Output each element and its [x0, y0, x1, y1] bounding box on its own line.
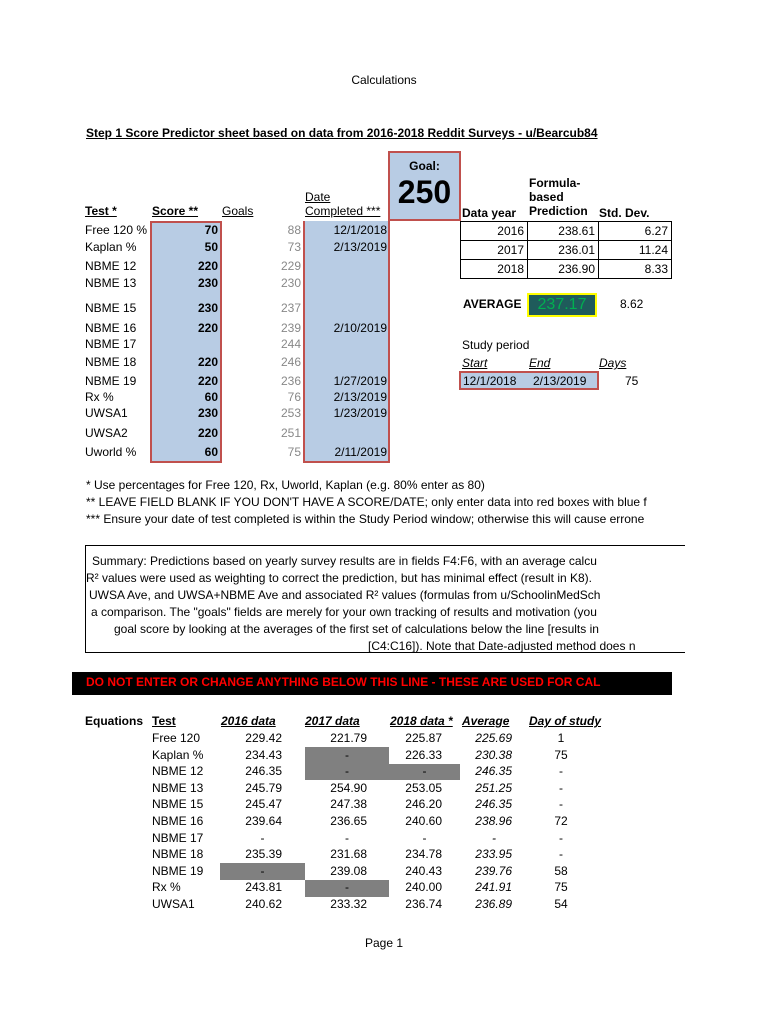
eq-cell-d2017: 231.68: [330, 847, 367, 862]
row-goal-value: 88: [287, 223, 301, 237]
goal-label: Goal:: [409, 159, 440, 173]
warning-text: DO NOT ENTER OR CHANGE ANYTHING BELOW THIS LINE - THESE ARE USED FOR CAL: [86, 675, 601, 689]
eq-2016-header: 2016 data: [221, 714, 276, 728]
row-goal-value: 76: [287, 390, 301, 404]
eq-cell-avg: 246.35: [475, 764, 512, 779]
row-date-value[interactable]: 1/23/2019: [333, 406, 387, 420]
row-score-value[interactable]: 230: [197, 276, 218, 290]
row-score-value[interactable]: 50: [204, 240, 218, 254]
row-goal-value: 230: [280, 276, 301, 290]
summary-line-1: Summary: Predictions based on yearly survey results are in fields F4:F6, with an average calcu: [92, 554, 597, 568]
eq-cell-day: 1: [557, 731, 565, 745]
row-score-value[interactable]: 220: [197, 426, 218, 440]
eq-cell-d2018: -: [422, 830, 427, 845]
row-test-label: NBME 12: [85, 259, 137, 273]
eq-cell-d2016: 229.42: [245, 731, 282, 745]
row-date-value[interactable]: 2/11/2019: [334, 445, 387, 459]
row-test-label: UWSA1: [85, 406, 128, 420]
average-label: AVERAGE: [463, 297, 522, 311]
eq-cell-avg: 233.95: [475, 847, 512, 862]
eq-cell-d2018: 240.43: [405, 863, 442, 878]
sheet-header: Calculations: [351, 73, 417, 87]
prediction-sd: 8.33: [644, 262, 668, 276]
row-score-value[interactable]: 220: [197, 259, 218, 273]
eq-cell-d2017: 233.32: [330, 897, 367, 911]
eq-cell-test: NBME 12: [152, 764, 204, 779]
eq-cell-d2018: 225.87: [405, 731, 442, 745]
eq-cell-avg: 230.38: [475, 747, 512, 762]
eq-cell-avg: -: [492, 830, 496, 845]
warning-bar: [72, 672, 672, 694]
study-period-label: Study period: [462, 338, 530, 352]
study-end-label: End: [529, 356, 551, 370]
std-dev-header: Std. Dev.: [599, 206, 650, 220]
data-year-header: Data year: [462, 206, 517, 220]
average-sd: 8.62: [620, 297, 644, 311]
eq-cell-d2016: 235.39: [245, 847, 282, 862]
eq-cell-d2017: -: [345, 764, 349, 779]
eq-cell-avg: 241.91: [475, 880, 512, 895]
note-1: * Use percentages for Free 120, Rx, Uworld, Kaplan (e.g. 80% enter as 80): [86, 478, 485, 492]
eq-cell-day: 75: [554, 880, 568, 895]
eq-cell-d2017: -: [345, 830, 349, 845]
prediction-sd: 11.24: [638, 243, 668, 257]
row-score-value[interactable]: 70: [204, 223, 218, 237]
page-footer: Page 1: [364, 936, 404, 950]
eq-cell-avg: 239.76: [475, 863, 512, 878]
eq-cell-test: NBME 19: [152, 863, 204, 878]
eq-cell-test: NBME 18: [152, 847, 204, 862]
eq-cell-d2016: 245.79: [245, 780, 282, 795]
eq-cell-day: -: [559, 780, 563, 795]
average-value: 237.17: [537, 296, 587, 313]
row-date-value[interactable]: 1/27/2019: [333, 374, 387, 388]
eq-cell-test: Kaplan %: [152, 747, 204, 762]
row-goal-value: 237: [280, 301, 301, 315]
col-test-header: Test *: [85, 204, 117, 218]
eq-cell-test: UWSA1: [152, 897, 195, 911]
eq-cell-test: Rx %: [152, 880, 181, 895]
eq-cell-d2018: -: [422, 764, 427, 779]
prediction-year: 2016: [461, 222, 528, 240]
eq-cell-test: NBME 13: [152, 780, 204, 795]
study-start-value[interactable]: 12/1/2018: [463, 374, 517, 388]
study-end-value[interactable]: 2/13/2019: [533, 374, 587, 388]
row-test-label: Free 120 %: [85, 223, 148, 237]
col-date-header-2: Completed ***: [305, 204, 381, 218]
row-score-value[interactable]: 60: [204, 390, 218, 404]
study-start-label: Start: [462, 356, 488, 370]
summary-box: [85, 545, 685, 653]
prediction-row: [461, 222, 671, 241]
eq-cell-d2018: 246.20: [405, 797, 442, 812]
row-score-value[interactable]: 220: [197, 355, 218, 369]
average-value-box: [527, 293, 597, 317]
row-score-value[interactable]: 230: [197, 406, 218, 420]
prediction-sd: 6.27: [644, 224, 668, 238]
eq-cell-d2016: -: [260, 863, 265, 878]
summary-line-2: R² values were used as weighting to correct the prediction, but has minimal effect (result in K8).: [86, 571, 593, 585]
warning-underline: [72, 694, 672, 695]
eq-cell-avg: 225.69: [475, 731, 512, 745]
eq-cell-test: Free 120: [152, 731, 201, 745]
eq-cell-d2016: 243.81: [245, 880, 282, 895]
prediction-table: [460, 221, 672, 279]
row-goal-value: 73: [287, 240, 301, 254]
eq-cell-test: NBME 16: [152, 814, 204, 828]
eq-cell-d2017: 236.65: [330, 814, 367, 828]
date-red-box: [303, 221, 390, 463]
eq-cell-d2016: -: [260, 830, 265, 845]
row-goal-value: 244: [280, 337, 301, 351]
eq-cell-day: -: [559, 764, 563, 779]
summary-line-6: [C4:C16]). Note that Date-adjusted method does n: [368, 639, 636, 653]
eq-cell-day: -: [559, 830, 563, 845]
eq-cell-avg: 236.89: [475, 897, 512, 911]
eq-cell-d2016: 246.35: [245, 764, 282, 779]
eq-cell-day: 54: [554, 897, 568, 911]
eq-cell-avg: 238.96: [475, 814, 512, 828]
eq-cell-d2016: 234.43: [245, 747, 282, 762]
eq-cell-d2018: 226.33: [405, 747, 442, 762]
eq-cell-day: -: [559, 797, 563, 812]
eq-cell-d2018: 253.05: [405, 780, 442, 795]
eq-cell-d2017: 221.79: [330, 731, 367, 745]
equations-label: Equations: [85, 714, 144, 728]
eq-cell-day: -: [559, 847, 563, 862]
eq-cell-day: 75: [554, 747, 568, 762]
eq-cell-day: 58: [554, 863, 568, 878]
row-date-value[interactable]: 12/1/2018: [333, 223, 387, 237]
eq-cell-d2017: 254.90: [330, 780, 367, 795]
row-test-label: UWSA2: [85, 426, 128, 440]
goal-value[interactable]: 250: [397, 174, 452, 210]
eq-cell-d2018: 240.60: [405, 814, 442, 828]
eq-cell-d2017: 247.38: [330, 797, 367, 812]
row-test-label: NBME 13: [85, 276, 137, 290]
prediction-header-1: Formula-: [529, 176, 581, 190]
eq-2017-header: 2017 data: [305, 714, 360, 728]
row-goal-value: 229: [280, 259, 301, 273]
row-test-label: Rx %: [85, 390, 114, 404]
prediction-header-3: Prediction: [529, 204, 588, 218]
row-test-label: Kaplan %: [85, 240, 137, 254]
row-test-label: Uworld %: [85, 445, 137, 459]
summary-line-5: goal score by looking at the averages of the first set of calculations below the line [results in: [114, 622, 599, 636]
row-score-value[interactable]: 60: [204, 445, 218, 459]
eq-cell-d2016: 239.64: [245, 814, 282, 828]
eq-cell-d2016: 240.62: [245, 897, 282, 911]
summary-line-3: UWSA Ave, and UWSA+NBME Ave and associated R² values (formulas from u/SchoolinMedSch: [89, 588, 601, 602]
eq-avg-header: Average: [462, 714, 510, 728]
row-goal-value: 251: [280, 426, 301, 440]
row-test-label: NBME 18: [85, 355, 137, 369]
row-test-label: NBME 16: [85, 321, 137, 335]
note-2: ** LEAVE FIELD BLANK IF YOU DON'T HAVE A SCORE/DATE; only enter data into red boxes with blue f: [86, 495, 647, 509]
row-goal-value: 253: [280, 406, 301, 420]
eq-cell-d2018: 240.00: [405, 880, 442, 895]
eq-cell-d2018: 236.74: [405, 897, 442, 911]
row-date-value[interactable]: 2/13/2019: [333, 390, 387, 404]
prediction-pred: 236.90: [528, 260, 599, 278]
eq-cell-test: NBME 17: [152, 830, 204, 845]
eq-cell-d2017: -: [345, 747, 349, 762]
eq-cell-d2018: 234.78: [405, 847, 442, 862]
note-3: *** Ensure your date of test completed is within the Study Period window; otherwise this will cause errone: [86, 512, 645, 526]
prediction-row: [461, 260, 671, 279]
col-goals-header: Goals: [222, 204, 254, 218]
row-score-value[interactable]: 230: [197, 301, 218, 315]
prediction-pred: 238.61: [528, 222, 599, 240]
prediction-pred: 236.01: [528, 241, 599, 259]
prediction-header-2: based: [529, 190, 564, 204]
main-title: Step 1 Score Predictor sheet based on data from 2016-2018 Reddit Surveys - u/Bearcub84: [86, 126, 598, 140]
row-score-value[interactable]: 220: [197, 321, 218, 335]
eq-day-header: Day of study: [529, 714, 602, 728]
eq-cell-day: 72: [554, 814, 568, 828]
eq-cell-avg: 246.35: [475, 797, 512, 812]
eq-cell-d2016: 245.47: [245, 797, 282, 812]
study-days-label: Days: [599, 356, 627, 370]
row-goal-value: 236: [280, 374, 301, 388]
eq-2018-header: 2018 data *: [390, 714, 453, 728]
prediction-year: 2017: [461, 241, 528, 259]
eq-test-header: Test: [152, 714, 176, 728]
eq-cell-avg: 251.25: [475, 780, 512, 795]
row-goal-value: 75: [287, 445, 301, 459]
prediction-row: [461, 241, 671, 260]
row-date-value[interactable]: 2/10/2019: [333, 321, 387, 335]
prediction-year: 2018: [461, 260, 528, 278]
col-date-header-1: Date: [305, 190, 331, 204]
col-score-header: Score **: [152, 204, 199, 218]
study-days-value: 75: [625, 374, 639, 388]
row-goal-value: 246: [280, 355, 301, 369]
row-test-label: NBME 19: [85, 374, 137, 388]
row-score-value[interactable]: 220: [197, 374, 218, 388]
summary-line-4: a comparison. The "goals" fields are merely for your own tracking of results and motivation (you: [91, 605, 597, 619]
eq-cell-test: NBME 15: [152, 797, 204, 812]
eq-cell-d2017: 239.08: [330, 863, 367, 878]
row-date-value[interactable]: 2/13/2019: [333, 240, 387, 254]
row-test-label: NBME 17: [85, 337, 137, 351]
row-test-label: NBME 15: [85, 301, 137, 315]
row-goal-value: 239: [280, 321, 301, 335]
eq-cell-d2017: -: [345, 880, 349, 895]
